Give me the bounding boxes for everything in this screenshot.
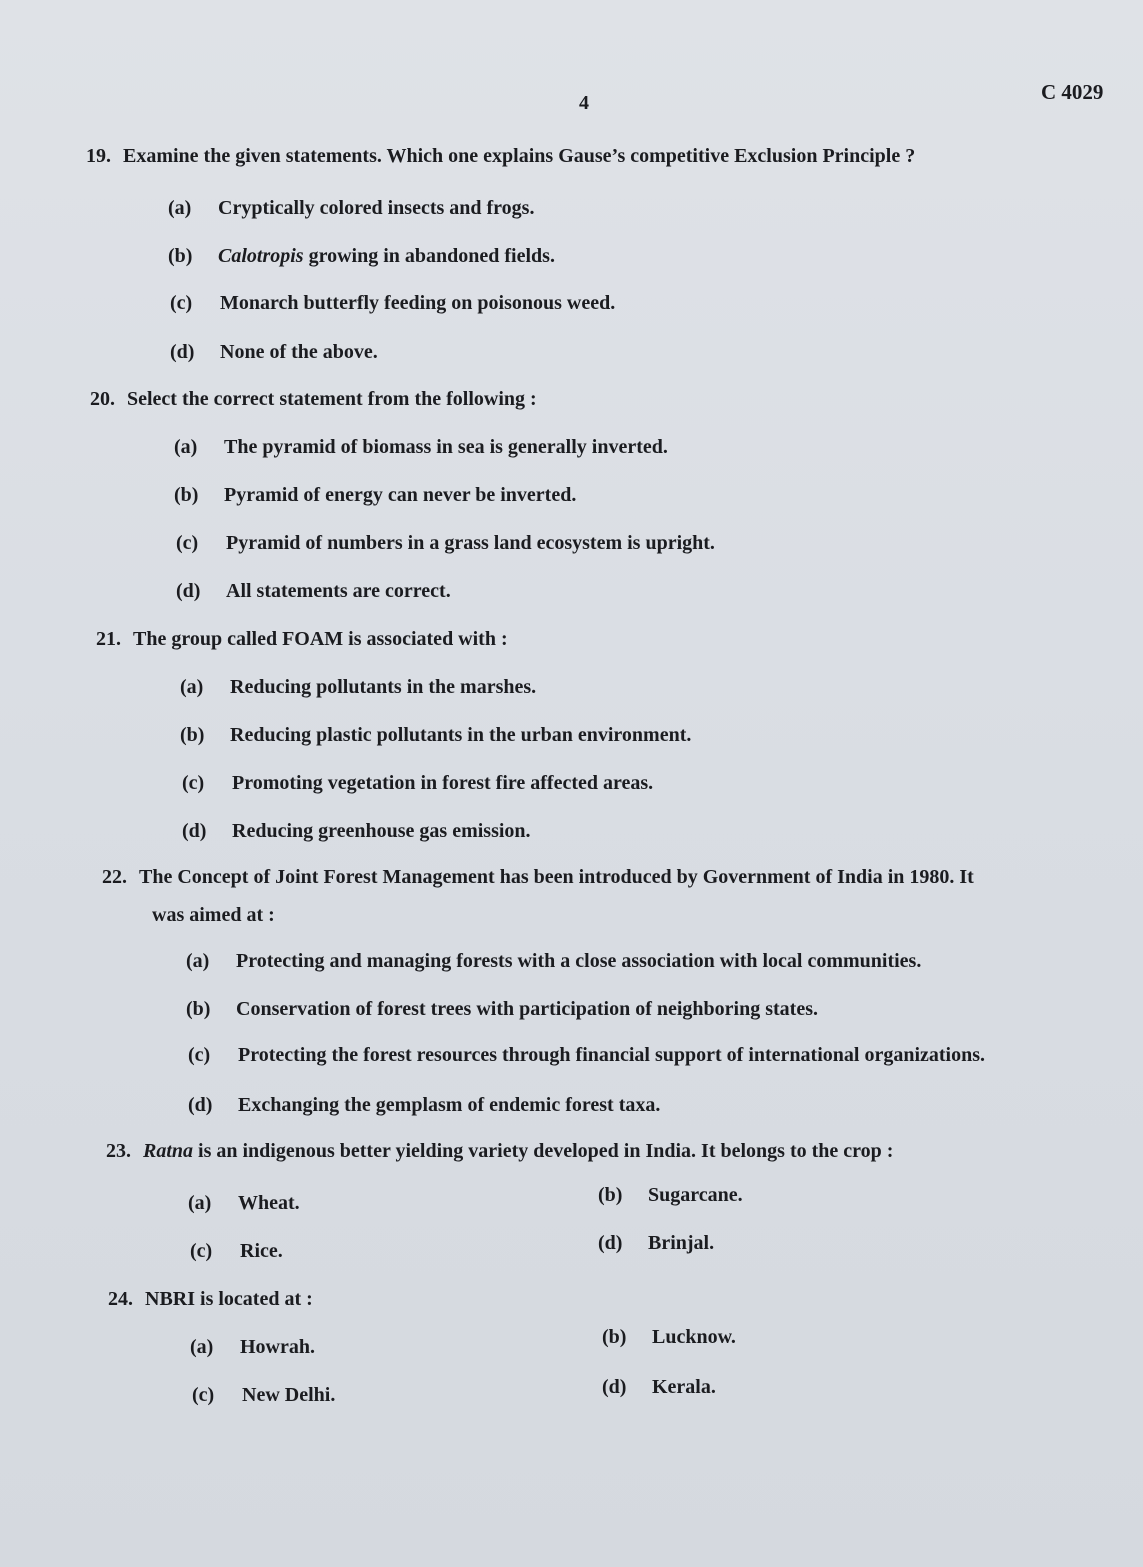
option-label: (c): [176, 532, 199, 554]
option-label: (d): [188, 1094, 213, 1116]
option-text: Pyramid of numbers in a grass land ecosystem is upright.: [226, 532, 715, 554]
option-text: Kerala.: [652, 1376, 716, 1398]
option-24d: [602, 1376, 716, 1399]
option-20b: [174, 484, 576, 507]
option-label: (c): [182, 772, 205, 794]
option-text: All statements are correct.: [226, 580, 451, 602]
option-emphasis: Calotropis: [218, 245, 304, 267]
option-label: (b): [168, 245, 193, 267]
option-label: (b): [180, 724, 205, 746]
question-22-continued: was aimed at :: [152, 904, 275, 926]
option-text: Brinjal.: [648, 1232, 715, 1254]
question-text: is an indigenous better yielding variety developed in India. It belongs to the crop :: [193, 1140, 894, 1162]
question-number: 22.: [102, 866, 127, 888]
option-text: Exchanging the gemplasm of endemic forest taxa.: [238, 1094, 661, 1116]
option-text: Howrah.: [240, 1336, 315, 1358]
option-text: Reducing greenhouse gas emission.: [232, 820, 531, 842]
option-label: (d): [170, 341, 195, 363]
option-22a: [186, 950, 921, 973]
option-label: (a): [186, 950, 210, 972]
option-21b: [180, 724, 691, 747]
question-24: [108, 1288, 313, 1311]
question-22: [102, 866, 974, 889]
option-text: Reducing pollutants in the marshes.: [230, 676, 537, 698]
option-22d: [188, 1094, 660, 1117]
option-21a: [180, 676, 536, 699]
question-19: [86, 145, 915, 168]
page-number: 4: [579, 92, 589, 114]
question-text: Select the correct statement from the following :: [127, 388, 537, 410]
question-23: [106, 1140, 893, 1163]
question-number: 20.: [90, 388, 115, 410]
option-23b: [598, 1184, 743, 1207]
paper-code: C 4029: [1041, 80, 1104, 104]
option-23c: [190, 1240, 283, 1263]
option-label: (c): [170, 292, 193, 314]
option-21d: [182, 820, 531, 843]
question-number: 21.: [96, 628, 121, 650]
question-emphasis: Ratna: [143, 1140, 194, 1162]
question-text: The group called FOAM is associated with :: [133, 628, 508, 650]
option-19c: [170, 292, 615, 315]
option-text: Pyramid of energy can never be inverted.: [224, 484, 577, 506]
option-22c: [188, 1044, 985, 1067]
option-label: (a): [180, 676, 204, 698]
option-text: The pyramid of biomass in sea is generally inverted.: [224, 436, 668, 458]
option-text: Reducing plastic pollutants in the urban environment.: [230, 724, 692, 746]
option-text: Protecting and managing forests with a close association with local communities.: [236, 950, 922, 972]
option-label: (b): [598, 1184, 623, 1206]
question-number: 19.: [86, 145, 111, 167]
question-21: [96, 628, 508, 651]
question-text: NBRI is located at :: [145, 1288, 313, 1310]
option-label: (a): [188, 1192, 212, 1214]
option-20c: [176, 532, 715, 555]
option-label: (b): [602, 1326, 627, 1348]
option-label: (a): [190, 1336, 214, 1358]
option-text: Rice.: [240, 1240, 283, 1262]
option-text: Conservation of forest trees with participation of neighboring states.: [236, 998, 818, 1020]
option-label: (b): [186, 998, 211, 1020]
option-text: growing in abandoned fields.: [303, 245, 555, 267]
option-label: (d): [602, 1376, 627, 1398]
question-text: The Concept of Joint Forest Management has been introduced by Government of India in 1980. It: [139, 866, 974, 888]
option-19b: [168, 245, 555, 268]
option-label: (b): [174, 484, 199, 506]
option-22b: [186, 998, 818, 1021]
option-19a: [168, 197, 534, 220]
option-text: New Delhi.: [242, 1384, 336, 1406]
option-21c: [182, 772, 653, 795]
option-text: Cryptically colored insects and frogs.: [218, 197, 535, 219]
option-20d: [176, 580, 451, 603]
option-text: Monarch butterfly feeding on poisonous weed.: [220, 292, 616, 314]
option-text: None of the above.: [220, 341, 378, 363]
option-text: Promoting vegetation in forest fire affected areas.: [232, 772, 654, 794]
option-20a: [174, 436, 668, 459]
option-label: (d): [598, 1232, 623, 1254]
option-label: (c): [192, 1384, 215, 1406]
option-text: Sugarcane.: [648, 1184, 743, 1206]
option-text: Lucknow.: [652, 1326, 736, 1348]
option-24b: [602, 1326, 736, 1349]
question-text: Examine the given statements. Which one explains Gause’s competitive Exclusion Principle ?: [123, 145, 916, 167]
option-24a: [190, 1336, 315, 1359]
option-label: (d): [182, 820, 207, 842]
option-23d: [598, 1232, 714, 1255]
option-label: (a): [174, 436, 198, 458]
option-label: (c): [190, 1240, 213, 1262]
option-text: Wheat.: [238, 1192, 300, 1214]
option-text: Protecting the forest resources through financial support of international organizations.: [238, 1044, 986, 1066]
option-24c: [192, 1384, 335, 1407]
question-20: [90, 388, 537, 411]
option-23a: [188, 1192, 300, 1215]
option-19d: [170, 341, 378, 364]
question-number: 24.: [108, 1288, 133, 1310]
question-number: 23.: [106, 1140, 131, 1162]
option-label: (a): [168, 197, 192, 219]
option-label: (d): [176, 580, 201, 602]
option-label: (c): [188, 1044, 211, 1066]
